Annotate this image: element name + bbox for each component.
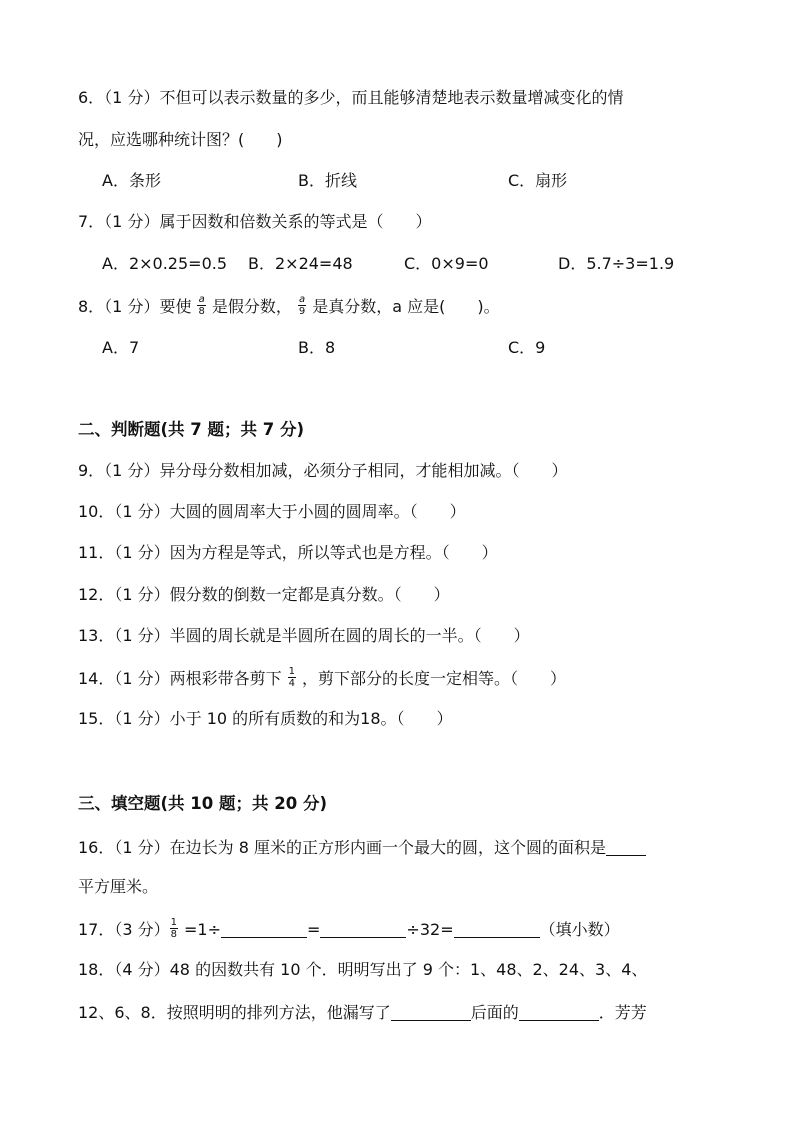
- q8-option-b: B．8: [298, 338, 336, 357]
- q14-prefix: 14．（1 分）两根彩带各剪下: [78, 669, 282, 688]
- q17-part4: （填小数）: [539, 920, 620, 939]
- q7-option-d: D．5.7÷3=1.9: [558, 254, 675, 273]
- q16-line2: 平方厘米。: [78, 877, 159, 896]
- q15-text: 15．（1 分）小于 10 的所有质数的和为18。（ ）: [78, 709, 453, 728]
- q18-part3: ．芳芳: [598, 1003, 647, 1022]
- q6-option-b: B．折线: [298, 171, 357, 190]
- q18-part2: 后面的: [470, 1003, 519, 1022]
- q17-text: [78, 918, 718, 942]
- q8-mid: 是假分数，: [211, 297, 292, 316]
- q10-text: 10．（1 分）大圆的圆周率大于小圆的圆周率。（ ）: [78, 502, 466, 521]
- q17-part1: =1÷: [184, 920, 222, 939]
- q16-text: 16．（1 分）在边长为 8 厘米的正方形内画一个最大的圆，这个圆的面积是: [78, 838, 606, 857]
- q11-text: 11．（1 分）因为方程是等式，所以等式也是方程。（ ）: [78, 543, 498, 562]
- q16-line1: [78, 836, 718, 858]
- q8-text: [78, 296, 718, 319]
- q8-fraction-a-over-8: $\frac{a}{8}$: [198, 294, 205, 317]
- q12-text: 12．（1 分）假分数的倒数一定都是真分数。（ ）: [78, 585, 450, 604]
- q18-part1: 12、6、8．按照明明的排列方法，他漏写了: [78, 1003, 391, 1022]
- q6-option-a: A．条形: [102, 171, 161, 190]
- q18-blank-1[interactable]: [391, 1004, 471, 1021]
- q14-text: [78, 668, 718, 691]
- q18-line1: 18．（4 分）48 的因数共有 10 个．明明写出了 9 个：1、48、2、24、3、4、: [78, 960, 648, 979]
- q8-suffix: 是真分数，a 应是( )。: [312, 297, 500, 316]
- q7-option-a: A．2×0.25=0.5: [102, 254, 228, 273]
- q8-prefix: 8．（1 分）要使: [78, 297, 192, 316]
- q8-option-a: A．7: [102, 338, 140, 357]
- q17-part3: ÷32=: [406, 920, 454, 939]
- q17-blank-2[interactable]: [320, 921, 406, 938]
- q18-line2: [78, 1001, 718, 1023]
- q6-line2: 况，应选哪种统计图？( ): [78, 130, 283, 149]
- q18-blank-2[interactable]: [519, 1004, 599, 1021]
- q6-option-c: C．扇形: [508, 171, 568, 190]
- q14-suffix: ，剪下部分的长度一定相等。（ ）: [302, 669, 567, 688]
- q13-text: 13．（1 分）半圆的周长就是半圆所在圆的周长的一半。（ ）: [78, 626, 530, 645]
- q16-answer-blank[interactable]: [606, 839, 646, 856]
- section3-title: 三、填空题(共 10 题；共 20 分): [78, 794, 327, 813]
- q6-line1: 6．（1 分）不但可以表示数量的多少，而且能够清楚地表示数量增减变化的情: [78, 88, 624, 107]
- q14-fraction-1-over-4: $\frac{1}{4}$: [288, 666, 296, 689]
- q8-option-c: C．9: [508, 338, 546, 357]
- q17-blank-3[interactable]: [454, 921, 540, 938]
- q7-option-c: C．0×9=0: [404, 254, 489, 273]
- q9-text: 9．（1 分）异分母分数相加减，必须分子相同，才能相加减。（ ）: [78, 461, 568, 480]
- q7-option-b: B．2×24=48: [248, 254, 353, 273]
- section2-title: 二、判断题(共 7 题；共 7 分): [78, 420, 305, 439]
- q17-fraction-1-over-8: $\frac{1}{8}$: [170, 917, 178, 940]
- q17-part2: =: [307, 920, 321, 939]
- q17-prefix: 17．（3 分）: [78, 920, 170, 939]
- q8-fraction-a-over-9: $\frac{a}{9}$: [298, 294, 306, 317]
- q7-text: 7．（1 分）属于因数和倍数关系的等式是（ ）: [78, 212, 432, 231]
- q17-blank-1[interactable]: [221, 921, 307, 938]
